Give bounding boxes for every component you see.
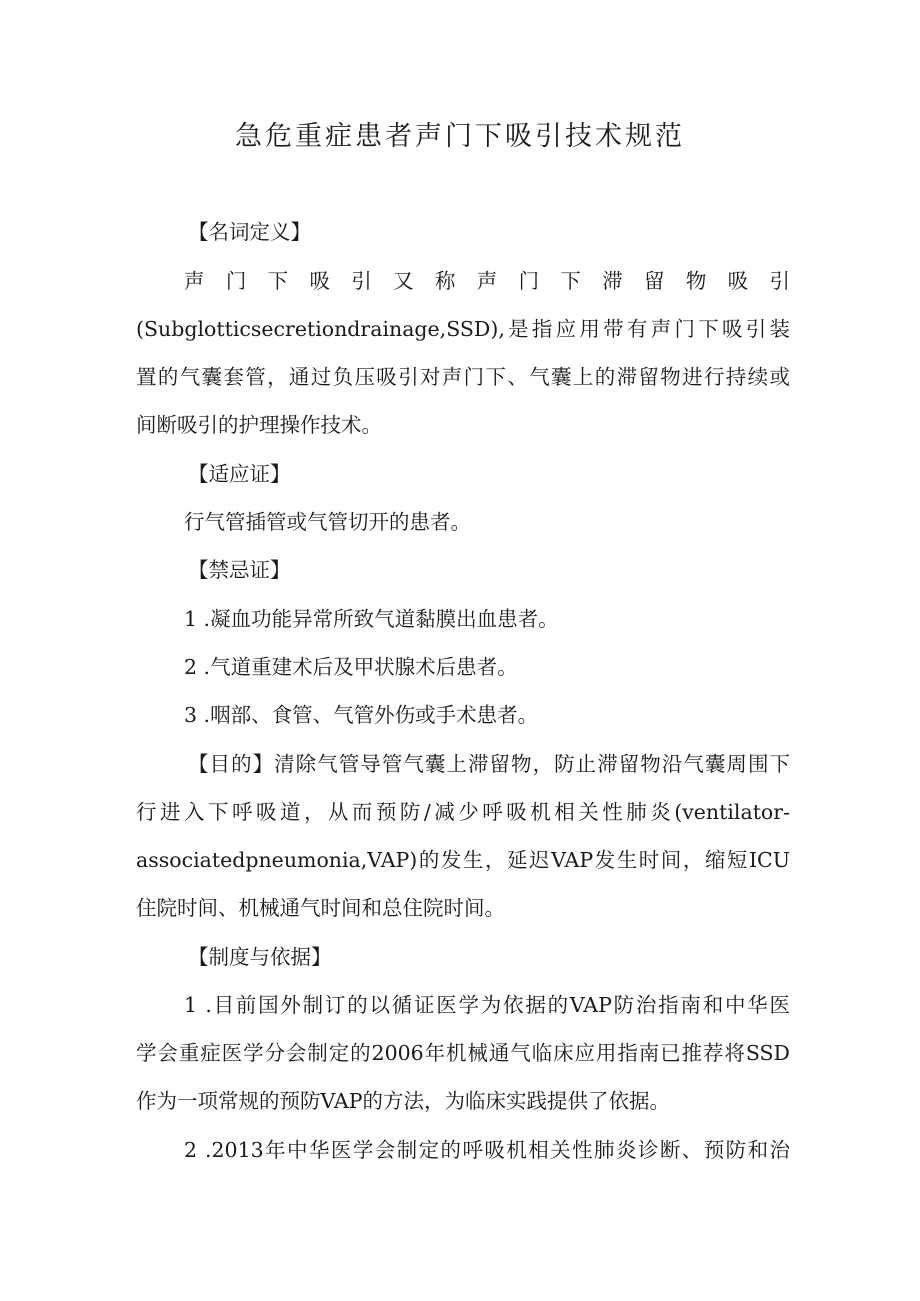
document-title: 急危重症患者声门下吸引技术规范	[235, 121, 685, 152]
definition-line-2: (Subglotticsecretiondrainage,SSD),是指应用带有声门下吸引装	[136, 317, 790, 341]
purpose-line-2: 行进入下呼吸道，从而预防/减少呼吸机相关性肺炎(ventilator-	[136, 800, 790, 824]
basis-line-3: 作为一项常规的预防VAP的方法，为临床实践提供了依据。	[136, 1089, 671, 1113]
indications-text: 行气管插管或气管切开的患者。	[184, 510, 471, 534]
basis-line-4: 2 .2013年中华医学会制定的呼吸机相关性肺炎诊断、预防和治	[184, 1138, 790, 1162]
contraindications-heading: 【禁忌证】	[188, 558, 291, 582]
contraindication-item-2: 2 .气道重建术后及甲状腺术后患者。	[184, 655, 518, 679]
definition-line-1: 声 门 下 吸 引 又 称 声 门 下 滞 留 物 吸 引	[184, 269, 790, 293]
basis-line-1: 1 .目前国外制订的以循证医学为依据的VAP防治指南和中华医	[184, 993, 790, 1017]
basis-line-2: 学会重症医学分会制定的2006年机械通气临床应用指南已推荐将SSD	[136, 1041, 790, 1065]
contraindication-item-3: 3 .咽部、食管、气管外伤或手术患者。	[184, 703, 539, 727]
purpose-line-4: 住院时间、机械通气时间和总住院时间。	[136, 896, 505, 920]
basis-heading: 【制度与依据】	[188, 945, 332, 969]
definition-line-3: 置的气囊套管，通过负压吸引对声门下、气囊上的滞留物进行持续或	[136, 365, 790, 389]
indications-heading: 【适应证】	[188, 462, 291, 486]
contraindication-item-1: 1 .凝血功能异常所致气道黏膜出血患者。	[184, 607, 559, 631]
purpose-line-1: 【目的】清除气管导管气囊上滞留物，防止滞留物沿气囊周围下	[188, 752, 790, 776]
definition-line-4: 间断吸引的护理操作技术。	[136, 413, 382, 437]
purpose-line-3: associatedpneumonia,VAP)的发生，延迟VAP发生时间，缩短ICU	[136, 848, 790, 872]
definition-heading: 【名词定义】	[188, 220, 311, 244]
